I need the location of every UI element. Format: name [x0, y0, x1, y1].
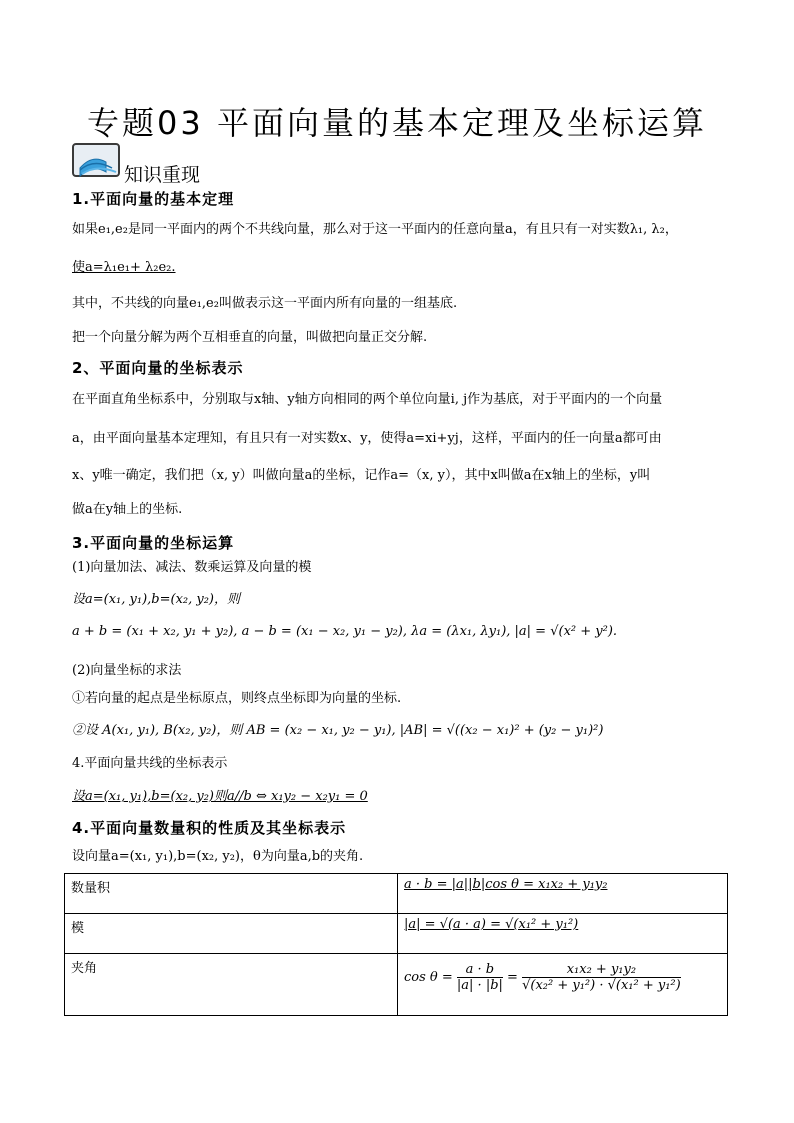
- row-formula-dot-product: a · b = |a||b|cos θ = x₁x₂ + y₁y₂: [398, 874, 728, 914]
- s2-line2: a，由平面向量基本定理知，有且只有一对实数x、y，使得a=xi+yj，这样，平面内的任一向量a都可由: [72, 431, 662, 446]
- dot-product-table: [64, 873, 728, 1016]
- s3-line5: ①若向量的起点是坐标原点，则终点坐标即为向量的坐标.: [72, 691, 402, 706]
- s1-line2: 使a=λ₁e₁+ λ₂e₂.: [72, 260, 176, 275]
- s1-line4: 把一个向量分解为两个互相垂直的向量，叫做把向量正交分解.: [72, 330, 428, 345]
- heading-coordinate-repr: 2、平面向量的坐标表示: [72, 359, 244, 377]
- row-label-dot-product: 数量积: [65, 874, 398, 914]
- s2-line4: 做a在y轴上的坐标.: [72, 502, 183, 517]
- heading-basic-theorem: 1.平面向量的基本定理: [72, 190, 235, 208]
- angle-fraction-2: $\frac{\text{x₁x₂ + y₁y₂}}{\text{√(x₂² + y₁²) · √(x₁² + y₁²)}}$: [522, 962, 681, 993]
- s3-line1: (1)向量加法、减法、数乘运算及向量的模: [72, 560, 312, 575]
- table-row: [65, 914, 728, 954]
- page-title: 专题03 平面向量的基本定理及坐标运算: [87, 104, 707, 142]
- s3-line2: 设a=(x₁, y₁),b=(x₂, y₂)，则: [72, 592, 241, 607]
- s4-line1: 设向量a=(x₁, y₁),b=(x₂, y₂)，θ为向量a,b的夹角.: [72, 849, 364, 864]
- heading-coordinate-ops: 3.平面向量的坐标运算: [72, 534, 235, 552]
- s3-line7: 4.平面向量共线的坐标表示: [72, 756, 228, 771]
- row-formula-angle: cos θ = $\frac{a \cdot b}{|a| \cdot |b|}$ = $\frac{\text{x₁x₂ + y₁y₂}}{\text{√(x₂² + y₁²) · √(x₁² + y₁²)}}$: [398, 954, 728, 1016]
- angle-fraction-1: $\frac{a \cdot b}{|a| \cdot |b|}$: [456, 962, 503, 993]
- table-row: [65, 874, 728, 914]
- s3-line8: 设a=(x₁, y₁),b=(x₂, y₂)则a//b ⇔ x₁y₂ − x₂y₁ = 0: [72, 789, 368, 804]
- book-icon: [72, 142, 122, 180]
- s2-line3: x、y唯一确定，我们把（x, y）叫做向量a的坐标，记作a=（x, y），其中x叫做a在x轴上的坐标，y叫: [72, 468, 651, 483]
- section-label: 知识重现: [124, 164, 201, 186]
- s3-line4: (2)向量坐标的求法: [72, 663, 182, 678]
- table-row: [65, 954, 728, 1016]
- s2-line1: 在平面直角坐标系中，分别取与x轴、y轴方向相同的两个单位向量i, j作为基底，对于平面内的一个向量: [72, 392, 663, 407]
- row-label-magnitude: 模: [65, 914, 398, 954]
- s3-line3: a + b = (x₁ + x₂, y₁ + y₂), a − b = (x₁ − x₂, y₁ − y₂), λa = (λx₁, λy₁), |a| = √(x² + y²).: [72, 624, 618, 639]
- heading-dot-product: 4.平面向量数量积的性质及其坐标表示: [72, 819, 347, 837]
- row-formula-magnitude: |a| = √(a · a) = √(x₁² + y₁²): [398, 914, 728, 954]
- row-label-angle: 夹角: [65, 954, 398, 1016]
- s1-line1: 如果e₁,e₂是同一平面内的两个不共线向量，那么对于这一平面内的任意向量a，有且只有一对实数λ₁, λ₂，: [72, 222, 678, 237]
- s1-line3: 其中，不共线的向量e₁,e₂叫做表示这一平面内所有向量的一组基底.: [72, 296, 458, 311]
- s3-line6: ②设 A(x₁, y₁), B(x₂, y₂)，则 AB = (x₂ − x₁, y₂ − y₁), |AB| = √((x₂ − x₁)² + (y₂ − y₁)²): [72, 723, 604, 738]
